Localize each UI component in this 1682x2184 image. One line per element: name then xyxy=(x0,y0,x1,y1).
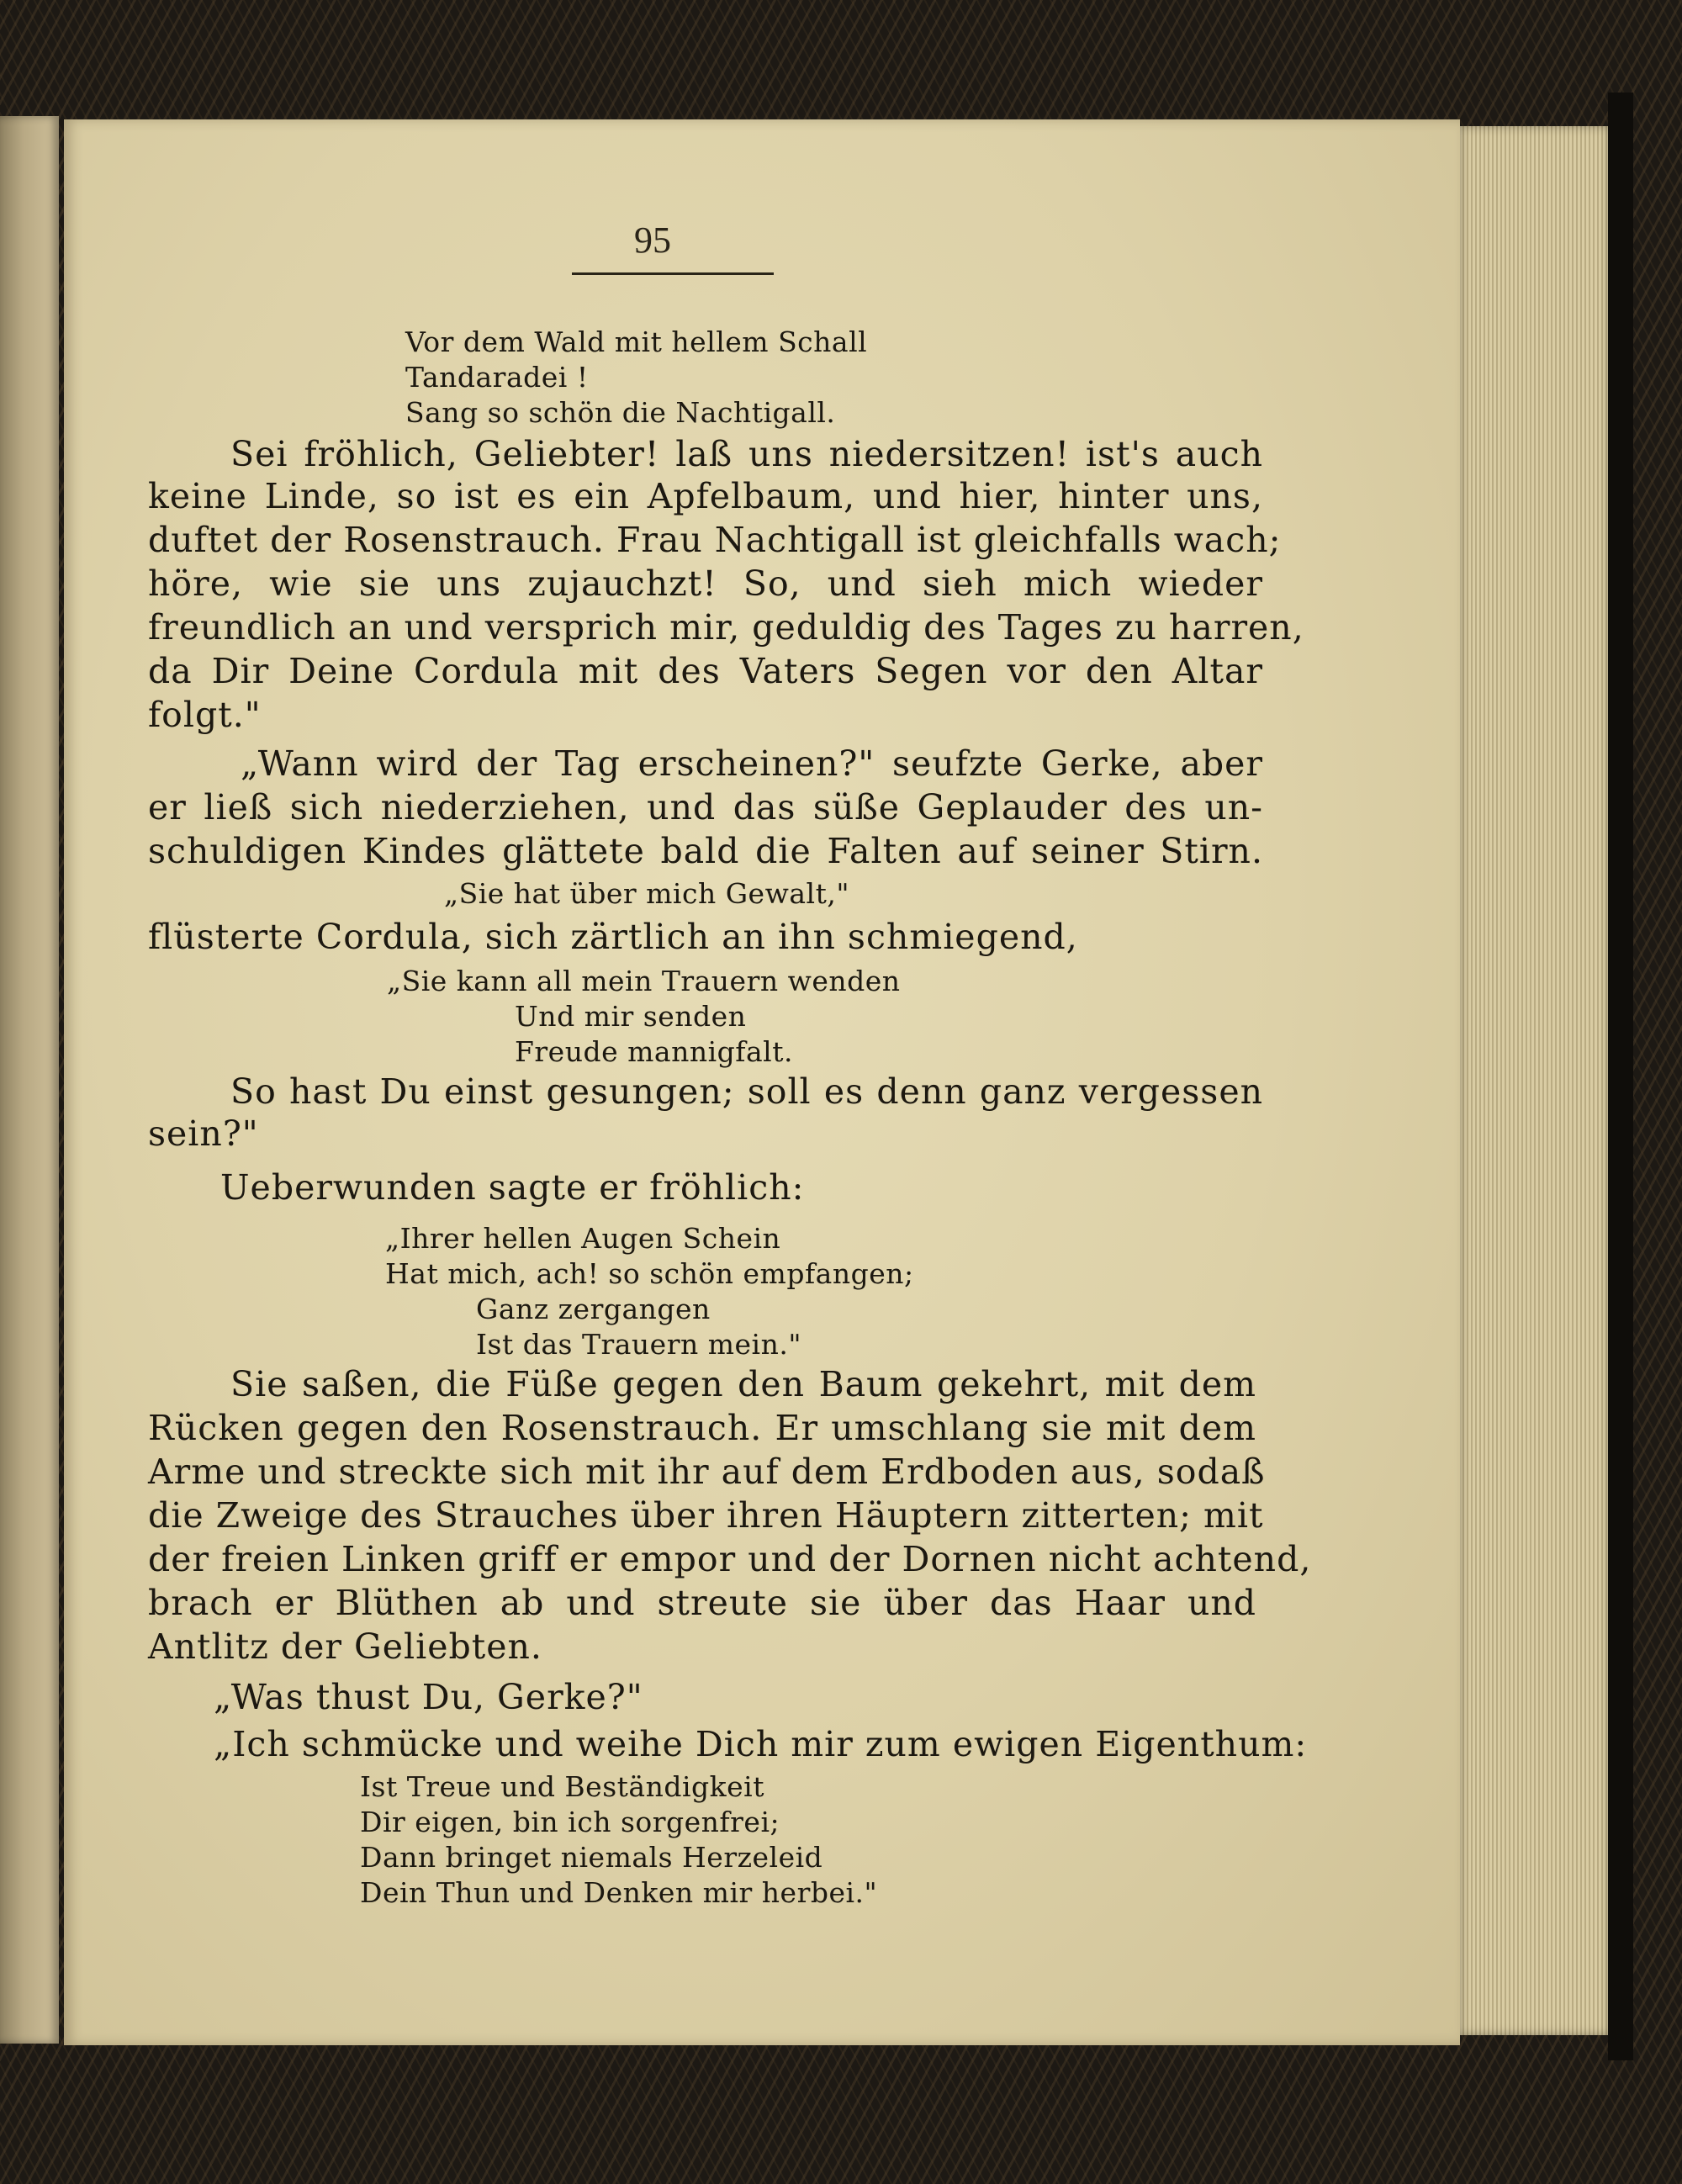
text-line: Arme und streckte sich mit ihr auf dem Erdboden aus, sodaß xyxy=(148,1452,1266,1492)
text-line: folgt." xyxy=(148,695,262,735)
text-line: keine Linde, so ist es ein Apfelbaum, und hier, hinter uns, xyxy=(148,476,1263,516)
text-line: Dann bringet niemals Herzeleid xyxy=(360,1841,823,1874)
text-line: Hat mich, ach! so schön empfangen; xyxy=(385,1257,914,1290)
text-line: Dir eigen, bin ich sorgenfrei; xyxy=(360,1806,780,1838)
text-line: höre, wie sie uns zujauchzt! So, und sieh mich wieder xyxy=(148,563,1263,604)
text-line: So hast Du einst gesungen; soll es denn ganz vergessen xyxy=(230,1071,1263,1112)
text-line: Ueberwunden sagte er fröhlich: xyxy=(220,1167,805,1208)
cover-edge xyxy=(1608,93,1633,2060)
text-line: „Sie kann all mein Trauern wenden xyxy=(387,965,901,997)
text-line: er ließ sich niederziehen, und das süße Geplauder des un- xyxy=(148,787,1263,828)
text-line: „Sie hat über mich Gewalt," xyxy=(444,877,849,910)
text-line: „Was thust Du, Gerke?" xyxy=(214,1677,643,1717)
text-line: Sie saßen, die Füße gegen den Baum gekehrt, mit dem xyxy=(230,1364,1256,1404)
text-line: Antlitz der Geliebten. xyxy=(148,1626,542,1667)
text-line: Freude mannigfalt. xyxy=(515,1035,793,1068)
text-line: sein?" xyxy=(148,1113,259,1154)
text-line: „Wann wird der Tag erscheinen?" seufzte Gerke, aber xyxy=(241,743,1263,784)
text-line: „Ich schmücke und weihe Dich mir zum ewigen Eigenthum: xyxy=(214,1724,1308,1764)
text-line: „Ihrer hellen Augen Schein xyxy=(385,1222,781,1255)
text-line: Sei fröhlich, Geliebter! laß uns niedersitzen! ist's auch xyxy=(230,434,1263,474)
text-line: Ganz zergangen xyxy=(476,1293,711,1325)
text-line: die Zweige des Strauches über ihren Häuptern zitterten; mit xyxy=(148,1495,1264,1536)
text-line: Sang so schön die Nachtigall. xyxy=(405,396,836,429)
book-page xyxy=(64,119,1460,2045)
text-line: brach er Blüthen ab und streute sie über das Haar und xyxy=(148,1583,1256,1623)
text-line: freundlich an und versprich mir, geduldig des Tages zu harren, xyxy=(148,607,1304,648)
text-line: Tandaradei ! xyxy=(405,361,589,394)
text-line: Rücken gegen den Rosenstrauch. Er umschlang sie mit dem xyxy=(148,1408,1256,1448)
text-line: der freien Linken griff er empor und der Dornen nicht achtend, xyxy=(148,1539,1312,1579)
text-line: Vor dem Wald mit hellem Schall xyxy=(405,325,868,358)
text-line: schuldigen Kindes glättete bald die Falten auf seiner Stirn. xyxy=(148,831,1263,871)
text-line: Und mir senden xyxy=(515,1000,747,1033)
left-page-edge xyxy=(0,116,59,2044)
page-number: 95 xyxy=(634,219,671,261)
text-line: Ist das Trauern mein." xyxy=(476,1328,802,1361)
text-line: duftet der Rosenstrauch. Frau Nachtigall ist gleichfalls wach; xyxy=(148,520,1282,560)
text-line: Ist Treue und Beständigkeit xyxy=(360,1770,764,1803)
text-line: da Dir Deine Cordula mit des Vaters Segen vor den Altar xyxy=(148,651,1263,691)
text-line: Dein Thun und Denken mir herbei." xyxy=(360,1876,878,1909)
text-line: flüsterte Cordula, sich zärtlich an ihn schmiegend, xyxy=(148,917,1078,957)
page-content xyxy=(64,119,1460,2045)
page-block-edge xyxy=(1460,126,1610,2035)
header-rule xyxy=(572,272,774,275)
